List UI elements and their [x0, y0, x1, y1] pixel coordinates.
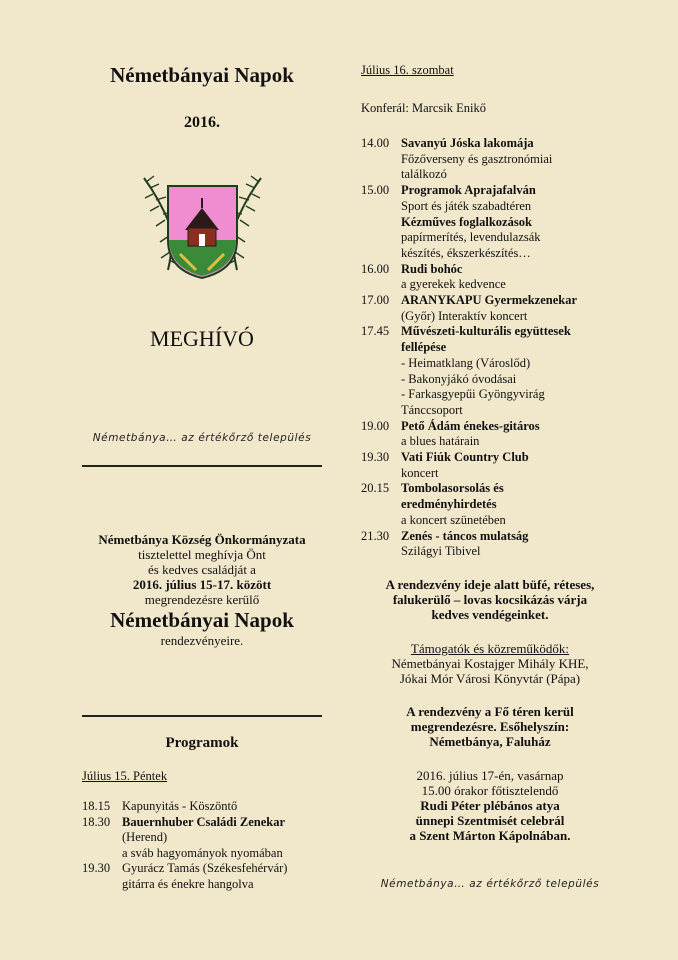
intro-line-2: tisztelettel meghívja Önt	[138, 547, 266, 562]
schedule-text: eredményhirdetés	[401, 497, 497, 512]
schedule-text: - Heimatklang (Városlőd)	[401, 355, 531, 370]
schedule-text: készítés, ékszerkészítés…	[401, 245, 531, 260]
sunday-line: 2016. július 17-én, vasárnap	[416, 768, 564, 783]
schedule-text: (Herend)	[122, 830, 168, 844]
schedule-time: 19.00	[361, 418, 390, 433]
schedule-text: Sport és játék szabadtéren	[401, 198, 532, 213]
schedule-text: Programok Aprajafalván	[401, 183, 536, 198]
schedule-time: 21.30	[361, 528, 390, 543]
event-dates: 2016. július 15-17. között	[132, 577, 272, 592]
schedule-text: Főzőverseny és gasztronómiai	[401, 151, 553, 166]
notice-line: kedves vendégeinket.	[431, 607, 549, 622]
day2-heading: Július 16. szombat	[361, 63, 454, 77]
schedule-text: a blues határain	[401, 434, 480, 449]
mass-line: Rudi Péter plébános atya	[420, 798, 560, 813]
event-name: Németbányai Napok	[110, 608, 294, 632]
schedule-text: a koncert szünetében	[401, 512, 506, 527]
schedule-text: fellépése	[401, 340, 447, 355]
schedule-text: (Győr) Interaktív koncert	[401, 308, 528, 323]
schedule-time: 18.15	[82, 799, 111, 813]
schedule-time: 16.00	[361, 261, 390, 276]
venue-line: megrendezésre. Esőhelyszín:	[410, 719, 570, 734]
schedule-time: 17.45	[361, 324, 390, 339]
schedule-text: a gyerekek kedvence	[401, 277, 506, 292]
schedule-text: Zenés - táncos mulatság	[401, 528, 529, 543]
intro-line-5: megrendezésre kerülő	[144, 592, 260, 607]
notice-line: A rendezvény ideje alatt büfé, réteses,	[385, 577, 595, 592]
crest-icon	[140, 170, 265, 282]
slogan-left: Németbánya… az értékőrző település	[92, 432, 312, 444]
schedule-text: a sváb hagyományok nyomában	[122, 845, 283, 860]
schedule-time: 15.00	[361, 183, 390, 198]
schedule-text: Savanyú Jóska lakomája	[401, 136, 534, 150]
sponsor-line: Jókai Mór Városi Könyvtár (Pápa)	[399, 671, 581, 686]
mass-line: ünnepi Szentmisét celebrál	[415, 813, 565, 828]
schedule-text: Gyurácz Tamás (Székesfehérvár)	[122, 861, 288, 875]
schedule-text: találkozó	[401, 167, 447, 182]
organizer: Németbánya Község Önkormányzata	[98, 532, 306, 547]
sponsors-label: Támogatók és közreműködők:	[410, 641, 570, 656]
mass-line: a Szent Márton Kápolnában.	[409, 828, 571, 843]
divider-1	[82, 465, 322, 467]
host-line: Konferál: Marcsik Enikő	[361, 101, 486, 115]
schedule-text: Kézműves foglalkozások	[401, 214, 532, 229]
schedule-time: 17.00	[361, 293, 390, 307]
coat-of-arms-emblem	[140, 170, 265, 282]
venue-block	[360, 704, 620, 749]
sunday-block	[360, 768, 620, 843]
schedule-text: - Farkasgyepűi Gyöngyvirág	[401, 387, 545, 402]
venue-line: A rendezvény a Fő téren kerül	[406, 704, 574, 719]
schedule-text: Tombolasorsolás és	[401, 481, 504, 496]
schedule-text: papírmerítés, levendulazsák	[401, 230, 541, 245]
schedule-text: Pető Ádám énekes-gitáros	[401, 418, 540, 433]
divider-2	[82, 715, 322, 717]
sponsor-line: Németbányai Kostajger Mihály KHE,	[391, 656, 589, 671]
sunday-line: 15.00 órakor főtisztelendő	[421, 783, 559, 798]
sponsors-block	[360, 641, 620, 686]
notice-line: falukerülő – lovas kocsikázás várja	[392, 592, 588, 607]
invitation-heading: MEGHÍVÓ	[150, 326, 254, 351]
slogan-right: Németbánya… az értékőrző település	[380, 878, 600, 890]
schedule-text: Művészeti-kulturális együttesek	[401, 324, 571, 339]
schedule-time: 20.15	[361, 481, 390, 496]
invitation-text	[82, 532, 322, 648]
schedule-text: Szilágyi Tibivel	[401, 544, 481, 559]
intro-line-3: és kedves családját a	[148, 562, 256, 577]
schedule-time: 19.30	[82, 861, 111, 875]
schedule-text: ARANYKAPU Gyermekzenekar	[401, 293, 578, 307]
schedule-text: koncert	[401, 465, 439, 480]
venue-line: Németbánya, Faluház	[429, 734, 551, 749]
schedule-text: gitárra és énekre hangolva	[122, 876, 254, 891]
page-title: Németbányai Napok	[110, 63, 294, 87]
schedule-text: Rudi bohóc	[401, 261, 463, 276]
schedule-time: 18.30	[82, 814, 111, 829]
year: 2016.	[184, 114, 220, 131]
notice-block	[360, 577, 620, 622]
schedule-text: - Bakonyjákó óvodásai	[401, 371, 517, 386]
day1-heading: Július 15. Péntek	[82, 769, 168, 783]
intro-line-7: rendezvényeire.	[160, 633, 244, 648]
schedule-text: Bauernhuber Családi Zenekar	[122, 814, 285, 829]
schedule-time: 14.00	[361, 136, 390, 150]
schedule-text: Kapunyitás - Köszöntő	[122, 799, 238, 813]
schedule-text: Táncсsoport	[401, 402, 463, 417]
programs-heading: Programok	[165, 735, 239, 751]
schedule-text: Vati Fiúk Country Club	[401, 450, 529, 464]
schedule-time: 19.30	[361, 450, 390, 464]
